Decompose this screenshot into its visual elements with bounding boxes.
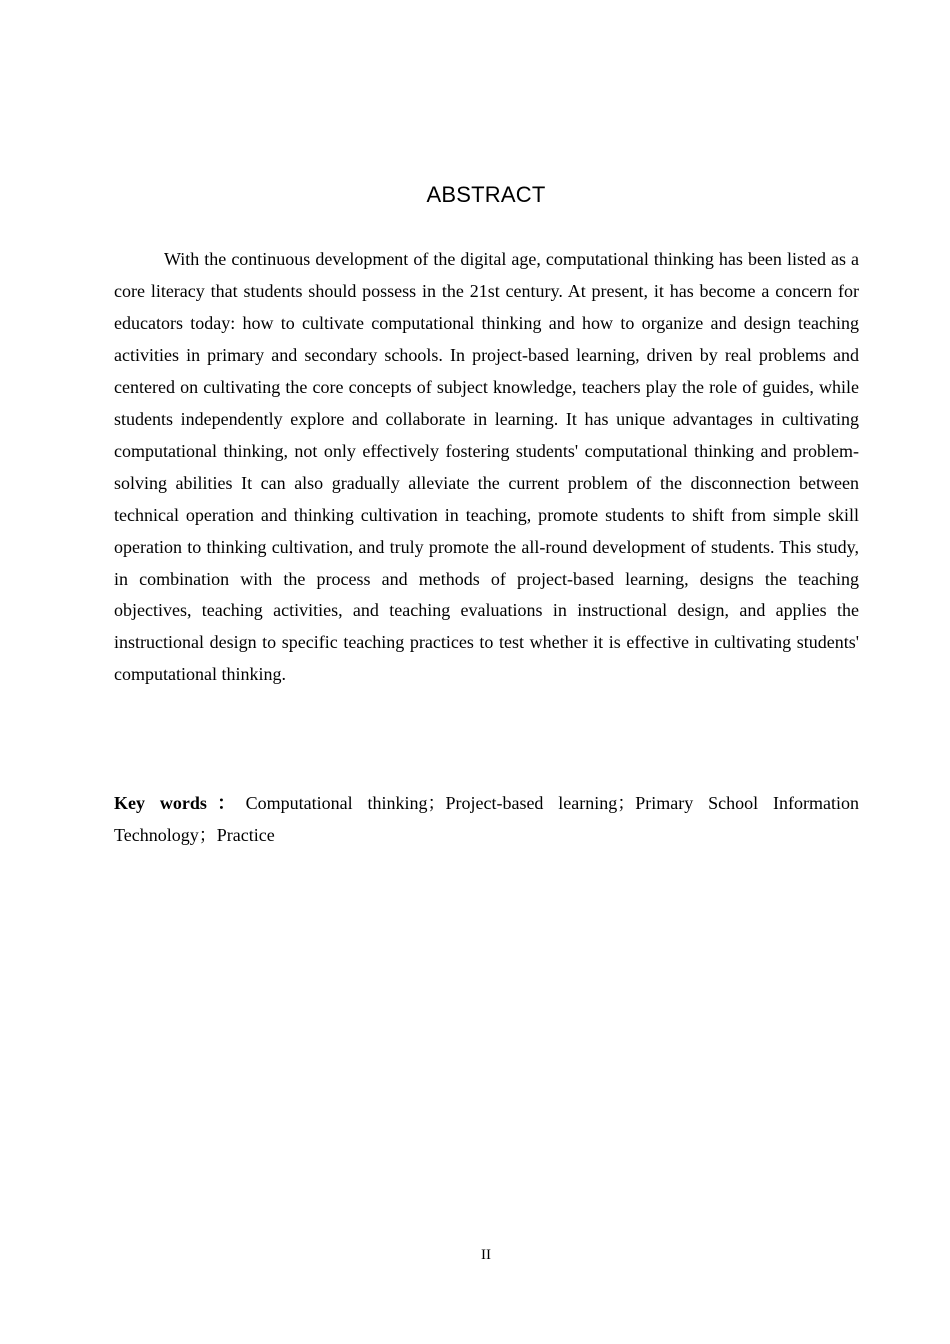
keywords-label: Key words：: [114, 793, 246, 813]
page-number: II: [481, 1247, 491, 1263]
keywords-value: Computational thinking；Project-based learning；Primary School Information Technology；Practice: [114, 793, 859, 845]
abstract-title: ABSTRACT: [426, 182, 546, 207]
keywords-line: [114, 787, 859, 851]
abstract-body: With the continuous development of the digital age, computational thinking has been listed as a core literacy that students should possess in the 21st century. At present, it has become a concern for educators today: how to cultivate computational thinking and how to organize and design teaching activities in primary and secondary schools. In project-based learning, driven by real problems and centered on cultivating the core concepts of subject knowledge, teachers play the role of guides, while students independently explore and collaborate in learning. It has unique advantages in cultivating computational thinking, not only effectively fostering students' computational thinking and problem-solving abilities It can also gradually alleviate the current problem of the disconnection between technical operation and thinking cultivation in teaching, promote students to shift from simple skill operation to thinking cultivation, and truly promote the all-round development of students. This study, in combination with the process and methods of project-based learning, designs the teaching objectives, teaching activities, and teaching evaluations in instructional design, and applies the instructional design to specific teaching practices to test whether it is effective in cultivating students' computational thinking.: [114, 249, 859, 685]
